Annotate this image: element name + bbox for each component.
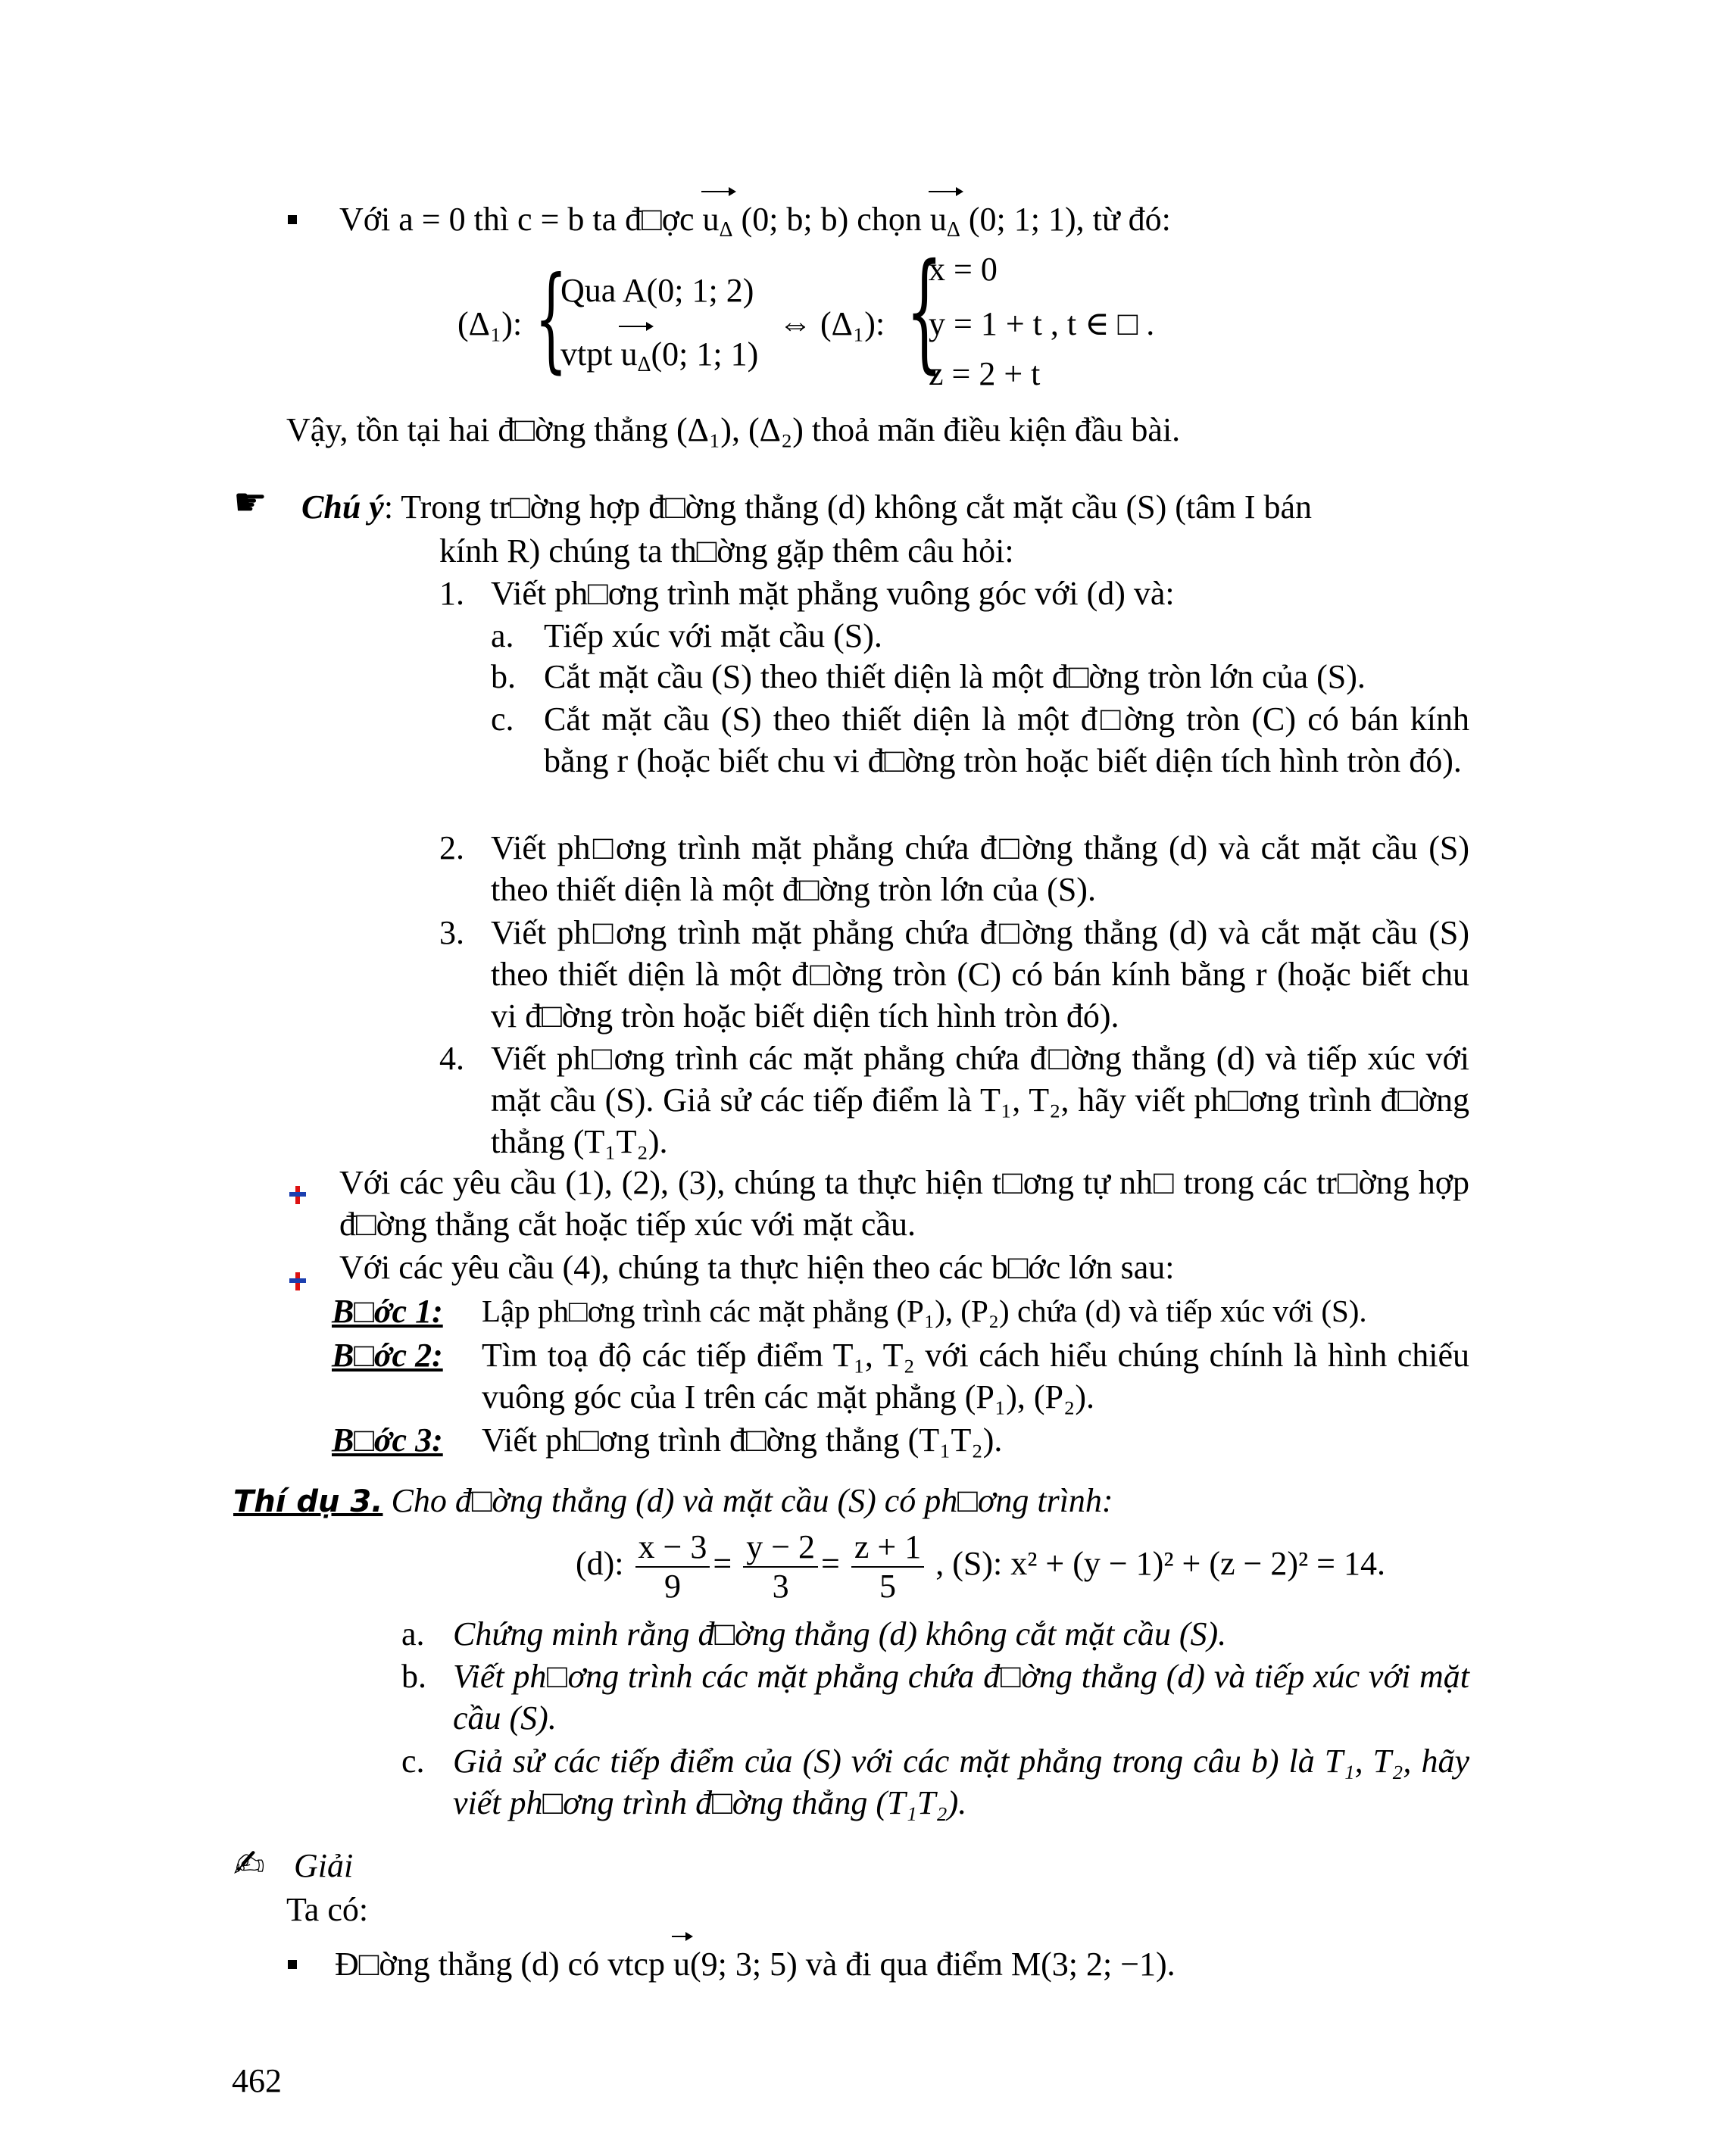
note-item-c-text: Cắt mặt cầu (S) theo thiết diện là một đ□ờng tròn (C) có bán kính bằng r (hoặc biết chu vi đ□ờng tròn hoặc biết diện tích hình tròn đó). bbox=[544, 701, 1469, 779]
cross-bullet-icon bbox=[289, 1172, 314, 1214]
pointing-hand-icon: ☛ bbox=[233, 480, 267, 524]
note-item-1-text: Viết ph□ơng trình mặt phẳng vuông góc với (d) và: bbox=[491, 575, 1175, 612]
note-item-2-text: Viết ph□ơng trình mặt phẳng chứa đ□ờng thẳng (d) và cắt mặt cầu (S) theo thiết diện là một đ□ờng tròn lớn của (S). bbox=[491, 829, 1469, 908]
cross-bullet-icon-2 bbox=[289, 1259, 314, 1300]
bullet-line-1 bbox=[288, 198, 1171, 251]
left-brace-2: { bbox=[906, 236, 943, 386]
question-a-num: a. bbox=[401, 1615, 425, 1652]
step-3-label: B□ớc 3: bbox=[332, 1421, 443, 1459]
line1-text-a: Với a = 0 thì c = b ta đ□ợc bbox=[339, 201, 695, 238]
fraction-x: $\frac{x - 3}{9}$ bbox=[635, 1528, 710, 1606]
equiv-label: ⇔ (Δ₁): bbox=[779, 305, 885, 342]
step-1-label: B□ớc 1: bbox=[332, 1293, 443, 1330]
step-3-text: Viết ph□ơng trình đ□ờng thẳng (T₁T₂). bbox=[482, 1421, 1003, 1459]
square-bullet-icon bbox=[288, 215, 297, 224]
d-label: (d): bbox=[576, 1545, 624, 1583]
step-1-text: Lập ph□ơng trình các mặt phẳng (P₁), (P₂) chứa (d) và tiếp xúc với (S). bbox=[482, 1294, 1367, 1328]
note-item-1-num: 1. bbox=[439, 575, 464, 612]
system-row-2: vtpt $u_\Delta(0$; 1; 1) bbox=[560, 333, 758, 385]
system-row-1: Qua A(0; 1; 2) bbox=[560, 272, 754, 309]
note-line-2: kính R) chúng ta th□ờng gặp thêm câu hỏi: bbox=[439, 532, 1014, 570]
example-line bbox=[233, 1480, 1113, 1523]
note-item-3-num: 3. bbox=[439, 914, 464, 951]
solution-line-1: Đ□ờng thẳng (d) có vtcp u(9; 3; 5) và đi qua điểm M(3; 2; −1). bbox=[288, 1943, 1176, 1985]
note-item-a-text: Tiếp xúc với mặt cầu (S). bbox=[544, 617, 882, 654]
system-label: (Δ₁): bbox=[457, 305, 523, 342]
note-item-4-text: Viết ph□ơng trình các mặt phẳng chứa đ□ờng thẳng (d) và tiếp xúc với mặt cầu (S). Giả sử các tiếp điểm là T₁, T₂, hãy viết ph□ơng trình đ□ờng thẳng (T₁T₂). bbox=[491, 1040, 1469, 1160]
u-delta-vector: $u_\Delta$ bbox=[703, 198, 733, 251]
step-2-text: Tìm toạ độ các tiếp điểm T₁, T₂ với cách hiểu chúng chính là hình chiếu vuông góc của I trên các mặt phẳng (P₁), (P₂). bbox=[482, 1337, 1469, 1415]
note-item-c-num: c. bbox=[491, 701, 514, 738]
conclusion-text: Vậy, tồn tại hai đ□ờng thẳng (Δ₁), (Δ₂) thoả mãn điều kiện đầu bài. bbox=[286, 411, 1181, 448]
page-number: 462 bbox=[232, 2062, 282, 2099]
example-equation: (d): $\frac{x - 3}{9}$ = $\frac{y - 2}{3}$ = $\frac{z + 1}{5}$ , (S): x² + (y − 1)² + (z − 2)² = 14. bbox=[576, 1528, 1385, 1605]
note-bullet-2-text: Với các yêu cầu (4), chúng ta thực hiện theo các b□ớc lớn sau: bbox=[339, 1249, 1175, 1286]
question-b-num: b. bbox=[401, 1658, 426, 1695]
note-bullet-1-text: Với các yêu cầu (1), (2), (3), chúng ta thực hiện t□ơng tự nh□ trong các tr□ờng hợp đ□ờng thẳng cắt hoặc tiếp xúc với mặt cầu. bbox=[339, 1164, 1469, 1243]
note-item-b-text: Cắt mặt cầu (S) theo thiết diện là một đ□ờng tròn lớn của (S). bbox=[544, 658, 1366, 695]
note-item-b-num: b. bbox=[491, 658, 516, 695]
note-item-a-num: a. bbox=[491, 617, 514, 654]
note-item-4-num: 4. bbox=[439, 1040, 464, 1077]
question-a-text: Chứng minh rằng đ□ờng thẳng (d) không cắt mặt cầu (S). bbox=[453, 1615, 1227, 1652]
writing-hand-icon: ✍ bbox=[233, 1842, 265, 1886]
note-label: Chú ý bbox=[301, 488, 384, 526]
example-intro: Cho đ□ờng thẳng (d) và mặt cầu (S) có ph□ơng trình: bbox=[391, 1482, 1113, 1519]
example-heading: Thí dụ 3. bbox=[233, 1484, 383, 1519]
left-brace-1: { bbox=[535, 253, 567, 385]
question-c-num: c. bbox=[401, 1743, 425, 1780]
u-delta-vector-3: $u_\Delta$ bbox=[620, 333, 651, 385]
note-item-2-num: 2. bbox=[439, 829, 464, 866]
system-x: x = 0 bbox=[929, 251, 998, 288]
fraction-z: $\frac{z + 1}{5}$ bbox=[851, 1528, 924, 1606]
square-bullet-icon-2 bbox=[288, 1960, 297, 1969]
line1-text-b: (0; b; b) chọn bbox=[741, 201, 922, 238]
note-item-3-text: Viết ph□ơng trình mặt phẳng chứa đ□ờng thẳng (d) và cắt mặt cầu (S) theo thiết diện là một đ□ờng tròn (C) có bán kính bằng r (hoặc biết chu vi đ□ờng tròn hoặc biết diện tích hình tròn đó). bbox=[491, 914, 1469, 1034]
question-b-text: Viết ph□ơng trình các mặt phẳng chứa đ□ờng thẳng (d) và tiếp xúc với mặt cầu (S). bbox=[453, 1658, 1469, 1737]
line1-text-c: (0; 1; 1), từ đó: bbox=[968, 201, 1171, 238]
sphere-equation: , (S): x² + (y − 1)² + (z − 2)² = 14. bbox=[935, 1545, 1385, 1583]
system-z: z = 2 + t bbox=[929, 355, 1041, 392]
solution-intro: Ta có: bbox=[286, 1891, 369, 1928]
u-vector: u bbox=[673, 1943, 690, 1985]
step-2-label: B□ớc 2: bbox=[332, 1337, 443, 1374]
question-c-text: Giả sử các tiếp điểm của (S) với các mặt phẳng trong câu b) là T₁, T₂, hãy viết ph□ơng trình đ□ờng thẳng (T₁T₂). bbox=[453, 1743, 1469, 1821]
system-y: y = 1 + t , t ∈ □ . bbox=[929, 305, 1155, 342]
u-delta-vector-2: $u_\Delta$ bbox=[930, 198, 960, 251]
fraction-y: $\frac{y - 2}{3}$ bbox=[743, 1528, 818, 1606]
solution-label: Giải bbox=[294, 1847, 354, 1884]
note-line-1: Chú ý: Trong tr□ờng hợp đ□ờng thẳng (d) không cắt mặt cầu (S) (tâm I bán bbox=[301, 488, 1313, 526]
